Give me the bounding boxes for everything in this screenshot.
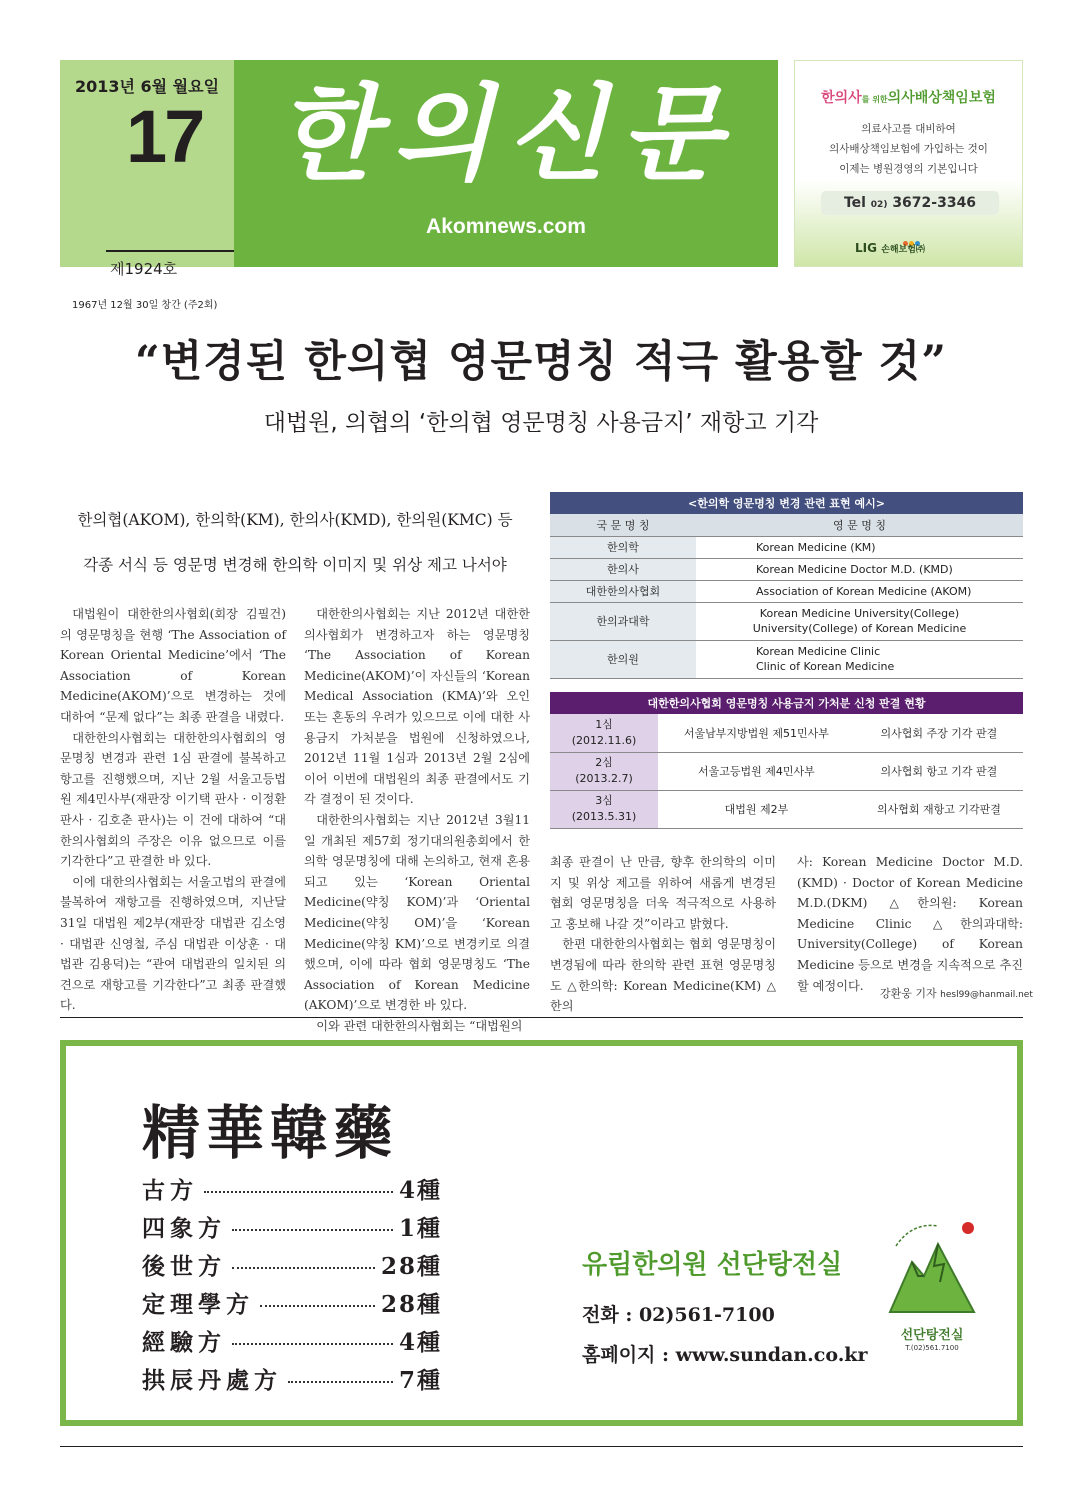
issue-number: 제1924호 <box>110 260 178 278</box>
table-row <box>550 602 1023 640</box>
table-cell: Korean Medicine Doctor M.D. (KMD) <box>696 558 1023 580</box>
lig-logo-icon <box>903 231 923 239</box>
list-item: 定理學方 28種 <box>142 1291 442 1318</box>
mountain-logo-icon <box>882 1216 982 1326</box>
table-caption: 대한한의사협회 영문명칭 사용금지 가처분 신청 판결 현황 <box>550 692 1023 714</box>
article-headline: “변경된 한의협 영문명칭 적극 활용할 것” <box>135 337 947 387</box>
paragraph: 대법원이 대한한의사협회(회장 김필건)의 영문명칭을 현행 ‘The Association of Korean Oriental Medicine’에서 ‘The Association of Korean Medicine(AKOM)’으로 변경하는 것에 대하여 “문제 없다”는 최종 판결을 내렸다. <box>60 607 286 724</box>
list-item: 後世方 28種 <box>142 1253 442 1280</box>
tel-number: 3672-3346 <box>892 195 977 211</box>
ad-formula-list <box>142 1172 442 1400</box>
table-header: 국 문 명 칭 <box>550 514 696 536</box>
insurance-ad-heading-green: 의사배상책임보험 <box>887 90 996 106</box>
insurance-ad-line: 이제는 병원경영의 기본입니다 <box>839 163 978 175</box>
tel-area: 02) <box>870 200 888 210</box>
table-row <box>550 580 1023 602</box>
insurance-ad[interactable] <box>794 60 1023 267</box>
insurance-company-name: LIG <box>855 241 877 255</box>
list-item: 古方 4種 <box>142 1177 442 1204</box>
table-row <box>550 752 1023 790</box>
table-cell: 대한한의사협회 <box>550 580 696 602</box>
day-number: 17 <box>126 95 203 178</box>
table-cell: Korean Medicine University(College) University(College) of Korean Medicine <box>696 602 1023 640</box>
table-row <box>550 640 1023 678</box>
clinic-phone[interactable]: 전화 : 02)561-7100 <box>582 1304 775 1326</box>
table-cell: 서울남부지방법원 제51민사부 <box>658 714 855 752</box>
table-row <box>550 790 1023 828</box>
paragraph: 사: Korean Medicine Doctor M.D.(KMD) · Doctor of Korean Medicine M.D.(DKM) △한의원: Korean Medicine Clinic △한의과대학: University(College) of Korean Medicine 등으로 변경을 지속적으로 추진할 예정이다. <box>797 855 1023 993</box>
ruling-status-table <box>550 692 1023 829</box>
list-item: 拱辰丹處方 7種 <box>142 1367 442 1394</box>
list-item: 經驗方 4種 <box>142 1329 442 1356</box>
insurance-ad-heading-pink: 한의사 <box>821 90 862 106</box>
table-cell: 의사협회 주장 기각 판결 <box>855 714 1023 752</box>
insurance-company-suffix: 손해보험㈜ <box>881 245 925 255</box>
byline-author: 강환웅 기자 <box>880 987 937 1000</box>
byline <box>880 985 1033 1001</box>
table-cell: 의사협회 항고 기각 판결 <box>855 752 1023 790</box>
logo-caption: 선단탕전실 <box>900 1328 964 1343</box>
table-cell: 대법원 제2부 <box>658 790 855 828</box>
table-cell: Association of Korean Medicine (AKOM) <box>696 580 1023 602</box>
paragraph: 대한한의사협회는 대한한의사협회의 영문명칭 변경과 관련 1심 판결에 불복하고 항고를 진행했으며, 지난 2월 서울고등법원 제4민사부(재판장 이기택 판사 · 이정환 판사 · 김호춘 판사)는 이 건에 대하여 “대한의사협회의 주장은 이유 없으므로 이를 기각한다”고 판결한 바 있다. <box>60 730 286 869</box>
insurance-ad-heading-small: 를 위한 <box>861 95 888 104</box>
table-row <box>550 558 1023 580</box>
table-row <box>550 536 1023 558</box>
paragraph: 최종 판결이 난 만큼, 향후 한의학의 이미지 및 위상 제고를 위하여 새롭게 변경된 협회 영문명칭을 더욱 적극적으로 사용하고 홍보해 나갈 것”이라고 밝혔다. <box>550 855 776 931</box>
byline-email[interactable]: hesl99@hanmail.net <box>940 990 1033 1000</box>
date-box <box>60 60 234 311</box>
table-cell: Korean Medicine (KM) <box>696 536 1023 558</box>
newspaper-url[interactable]: Akomnews.com <box>426 215 586 238</box>
table-cell: 한의학 <box>550 536 696 558</box>
insurance-ad-tel[interactable] <box>821 191 999 215</box>
table-caption: <한의학 영문명칭 변경 관련 표현 예시> <box>550 492 1023 514</box>
divider <box>106 250 234 252</box>
divider <box>60 1446 1023 1447</box>
paragraph: 대한한의사협회는 지난 2012년 3월11일 개최된 제57회 정기대의원총회에서 한의학 영문명칭에 대해 논의하고, 현재 혼용되고 있는 ‘Korean Oriental Medicine(약칭 KOM)’과 ‘Oriental Medicine(약칭 OM)’을 ‘Korean Medicine(약칭 KM)’으로 변경키로 의결했으며, 이에 따라 협회 영문명칭도 ‘The Association of Korean Medicine (AKOM)’으로 변경한 바 있다. <box>304 812 530 1013</box>
table-cell: 1심 (2012.11.6) <box>550 714 658 752</box>
article-deck: 각종 서식 등 영문명 변경해 한의학 이미지 및 위상 제고 나서야 <box>83 556 507 574</box>
name-example-table <box>550 492 1023 679</box>
logo-tel: T.(02)561.7100 <box>905 1344 959 1352</box>
article-column-1 <box>60 604 286 1016</box>
table-cell: 한의원 <box>550 640 696 678</box>
paragraph: 한편 대한한의사협회는 협회 영문명칭이 변경됨에 따라 한의학 관련 표현 영문명칭도 △한의학: Korean Medicine(KM) △한의 <box>550 937 776 1014</box>
newspaper-title: 한의신문 <box>277 72 735 195</box>
paragraph: 대한한의사협회는 지난 2012년 대한한의사협회가 변경하고자 하는 영문명칭 ‘The Association of Korean Medicine(AKOM)’이 자신들의 ‘Korean Medical Association (KMA)’와 오인 또는 혼동의 우려가 있으므로 이에 대한 사용금지 가처분을 법원에 신청하였으나, 2012년 11월 1심과 2013년 2월 2심에 이어 이번에 대법원의 최종 판결에서도 기각 결정이 된 것이다. <box>304 607 530 807</box>
table-cell: 한의사 <box>550 558 696 580</box>
table-cell: 2심 (2013.2.7) <box>550 752 658 790</box>
clinic-homepage[interactable]: 홈페이지 : www.sundan.co.kr <box>582 1344 868 1366</box>
table-cell: 한의과대학 <box>550 602 696 640</box>
divider <box>60 1017 1023 1018</box>
founded-line: 1967년 12월 30일 창간 (주2회) <box>72 300 218 311</box>
list-item: 四象方 1種 <box>142 1215 442 1242</box>
herbal-clinic-ad[interactable] <box>60 1040 1023 1426</box>
ad-title: 精華韓藥 <box>142 1099 399 1167</box>
table-row <box>550 714 1023 752</box>
masthead-title-box <box>234 60 778 267</box>
article-subhead: 대법원, 의협의 ‘한의협 영문명칭 사용금지’ 재항고 기각 <box>263 410 819 436</box>
article-deck: 한의협(AKOM), 한의학(KM), 한의사(KMD), 한의원(KMC) 등 <box>77 511 513 529</box>
paragraph: 이와 관련 대한한의사협회는 “대법원의 <box>316 1018 523 1033</box>
insurance-company <box>855 241 925 255</box>
insurance-ad-line: 의사배상책임보험에 가입하는 것이 <box>829 143 988 155</box>
paragraph: 이에 대한의사협회는 서울고법의 판결에 불복하여 재항고를 진행하였으며, 지난달 31일 대법원 제2부(재판장 대법관 김소영 · 대법관 신영철, 주심 대법관 이상훈 · 대법관 김용덕)는 “관여 대법관의 일치된 의견으로 재항고를 기각한다”고 최종 판결했다. <box>60 874 286 1013</box>
table-cell: 서울고등법원 제4민사부 <box>658 752 855 790</box>
insurance-ad-heading <box>795 87 1022 107</box>
tel-label: Tel <box>843 195 866 211</box>
table-header: 영 문 명 칭 <box>696 514 1023 536</box>
table-cell: 의사협회 재항고 기각판결 <box>855 790 1023 828</box>
article-column-4 <box>797 852 1023 996</box>
table-cell: Korean Medicine Clinic Clinic of Korean Medicine <box>696 640 1023 678</box>
article-column-2 <box>304 604 530 1036</box>
table-cell: 3심 (2013.5.31) <box>550 790 658 828</box>
article-column-3 <box>550 852 776 1017</box>
clinic-name: 유림한의원 선단탕전실 <box>582 1250 843 1280</box>
insurance-ad-line: 의료사고를 대비하여 <box>861 123 956 135</box>
date-line: 2013년 6월 월요일 <box>74 77 220 96</box>
